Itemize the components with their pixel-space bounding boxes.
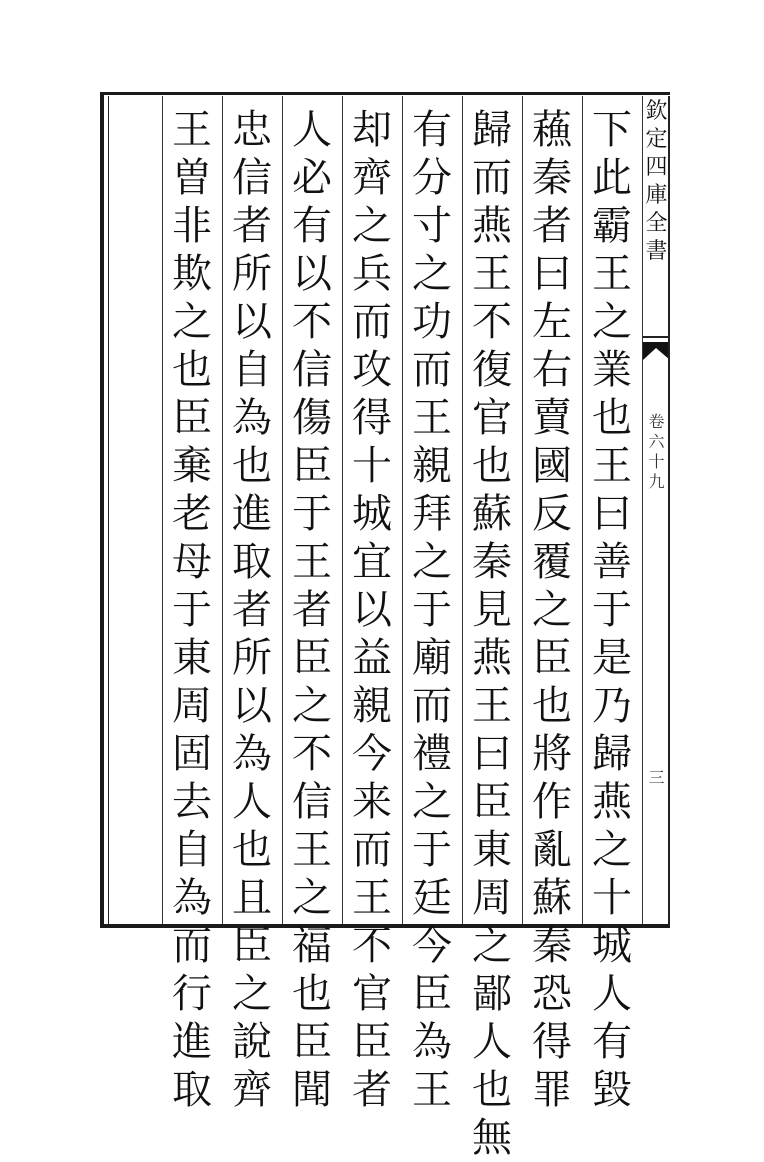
column-rule — [522, 96, 523, 924]
column-rule — [162, 96, 163, 924]
text-column: 蘓 秦 者 曰 左 右 賣 國 反 覆 之 臣 也 將 作 亂 蘇 秦 恐 得 罪 — [532, 107, 572, 1113]
spine-divider — [643, 336, 670, 338]
column-rule — [402, 96, 403, 924]
text-column: 忠 信 者 所 以 自 為 也 進 取 者 所 以 為 人 也 且 臣 之 說 齊 — [232, 107, 272, 1113]
text-column: 有 分 寸 之 功 而 王 親 拜 之 于 廟 而 禮 之 于 廷 今 臣 為 王 — [412, 107, 452, 1113]
text-column: 却 齊 之 兵 而 攻 得 十 城 宜 以 益 親 今 来 而 王 不 官 臣 者 — [352, 107, 392, 1113]
text-column: 下 此 霸 王 之 業 也 王 曰 善 于 是 乃 歸 燕 之 十 城 人 有 毀 — [592, 107, 632, 1113]
spine-edge-line — [668, 96, 670, 926]
column-rule — [582, 96, 583, 924]
spine-title: 欽 定 四 庫 全 書 — [645, 99, 668, 264]
fishtail-mark-icon — [643, 342, 670, 360]
text-column: 人 必 有 以 不 信 傷 臣 于 王 者 臣 之 不 信 王 之 福 也 臣 聞 — [292, 107, 332, 1113]
column-rule — [282, 96, 283, 924]
column-rule — [462, 96, 463, 924]
column-rule — [342, 96, 343, 924]
frame-left-border — [100, 92, 104, 928]
column-rule — [222, 96, 223, 924]
spine-page-number: 三 — [648, 768, 665, 787]
frame-top-border — [100, 92, 670, 95]
center-spine — [643, 96, 670, 926]
text-column: 歸 而 燕 王 不 復 官 也 蘇 秦 見 燕 王 曰 臣 東 周 之 鄙 人 也 無 — [472, 107, 512, 1161]
spine-juan-number: 卷 六 十 九 — [648, 412, 665, 491]
text-column: 王 曽 非 欺 之 也 臣 棄 老 母 于 東 周 固 去 自 為 而 行 進 取 — [172, 107, 212, 1113]
frame-inner-left-line — [108, 96, 109, 924]
page-frame — [100, 92, 670, 1161]
